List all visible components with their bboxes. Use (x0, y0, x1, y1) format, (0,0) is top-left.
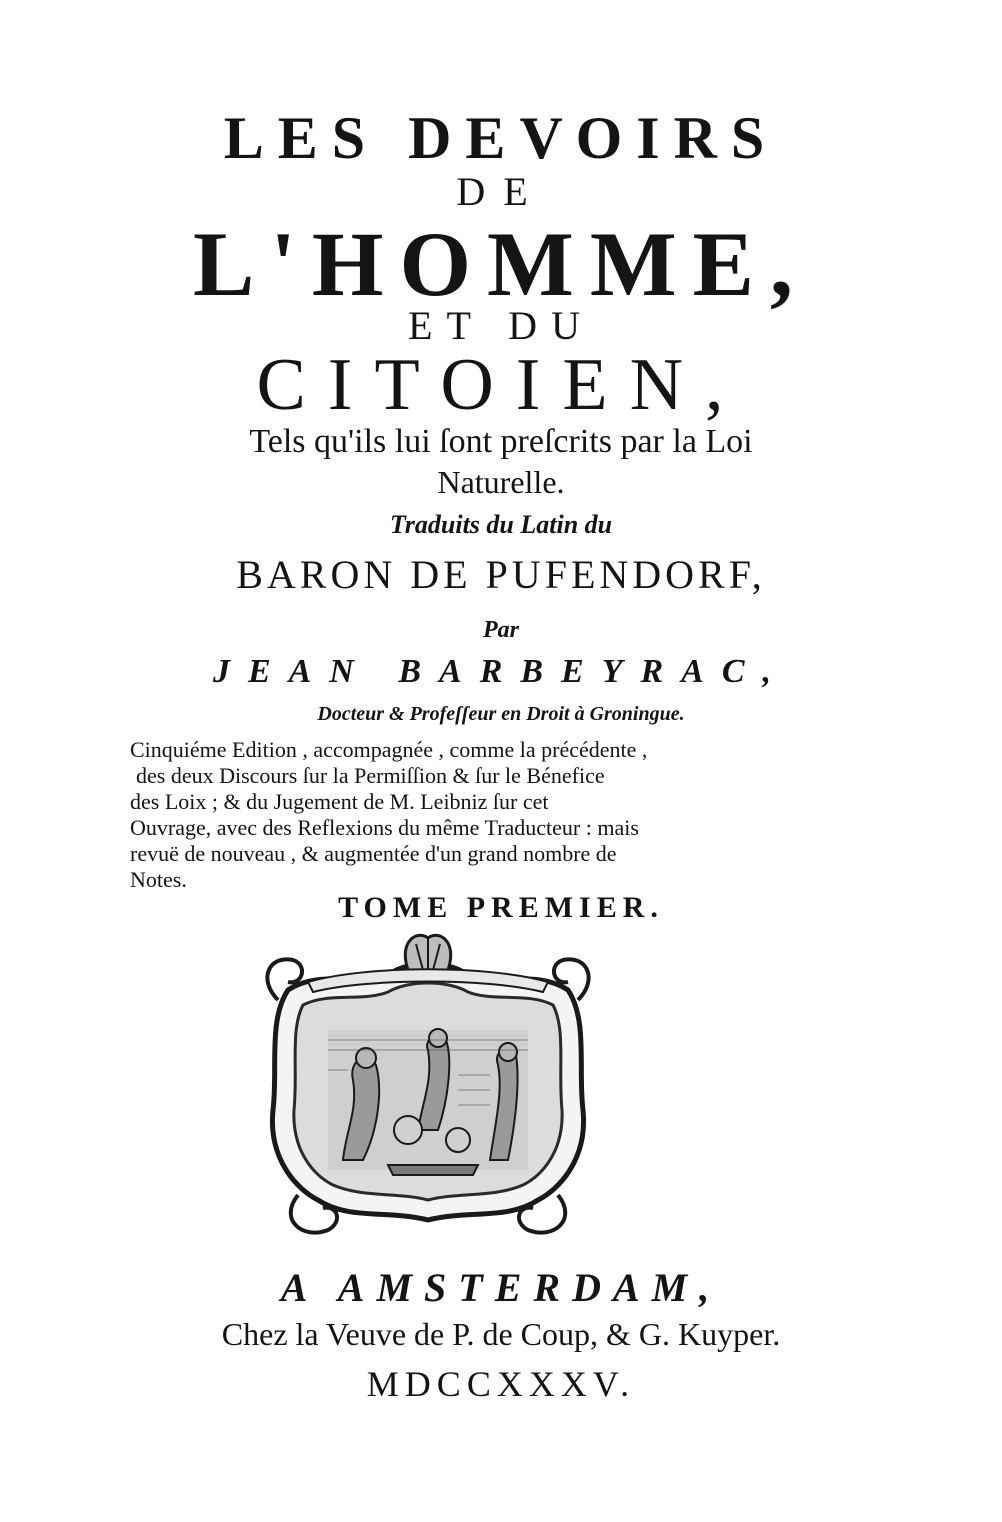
original-author: BARON DE PUFENDORF, (236, 552, 766, 597)
engraved-printers-mark-icon (258, 930, 598, 1250)
edition-line: des Loix ; & du Jugement de M. Leibniz ſur cet (130, 789, 549, 814)
by-label: Par (483, 617, 519, 643)
edition-line: Cinquiéme Edition , accompagnée , comme la précédente , (130, 737, 648, 762)
edition-line: Ouvrage, avec des Reflexions du même Traducteur : mais (130, 815, 639, 840)
title-line-lhomme: L'HOMME, (192, 213, 810, 315)
volume-label: TOME PREMIER. (338, 891, 664, 924)
imprint-date: MDCCXXXV. (366, 1364, 636, 1404)
subtitle-line-1: Tels qu'ils lui ſont preſcrits par la Loi (249, 423, 753, 460)
title-line-de: DE (456, 169, 546, 214)
edition-line: revuë de nouveau , & augmentée d'un grand nombre de (130, 841, 617, 866)
title-line-les-devoirs: LES DEVOIRS (223, 105, 779, 171)
translator-name: JEAN BARBEYRAC, (212, 653, 790, 690)
edition-line: des deux Discours ſur la Permiſſion & ſur le Bénefice (136, 763, 605, 788)
imprint-city: A AMSTERDAM, (280, 1265, 722, 1310)
title-line-citoien: CITOIEN, (256, 344, 746, 426)
imprint-publisher: Chez la Veuve de P. de Coup, & G. Kuyper. (221, 1316, 781, 1352)
subtitle-line-2: Naturelle. (437, 464, 565, 500)
edition-paragraph (130, 737, 770, 893)
edition-line: Notes. (130, 867, 187, 892)
translated-from-note: Traduits du Latin du (389, 510, 613, 539)
translator-title: Docteur & Profeſſeur en Droit à Groningue. (317, 703, 685, 725)
title-line-et-du: ET DU (408, 303, 594, 348)
